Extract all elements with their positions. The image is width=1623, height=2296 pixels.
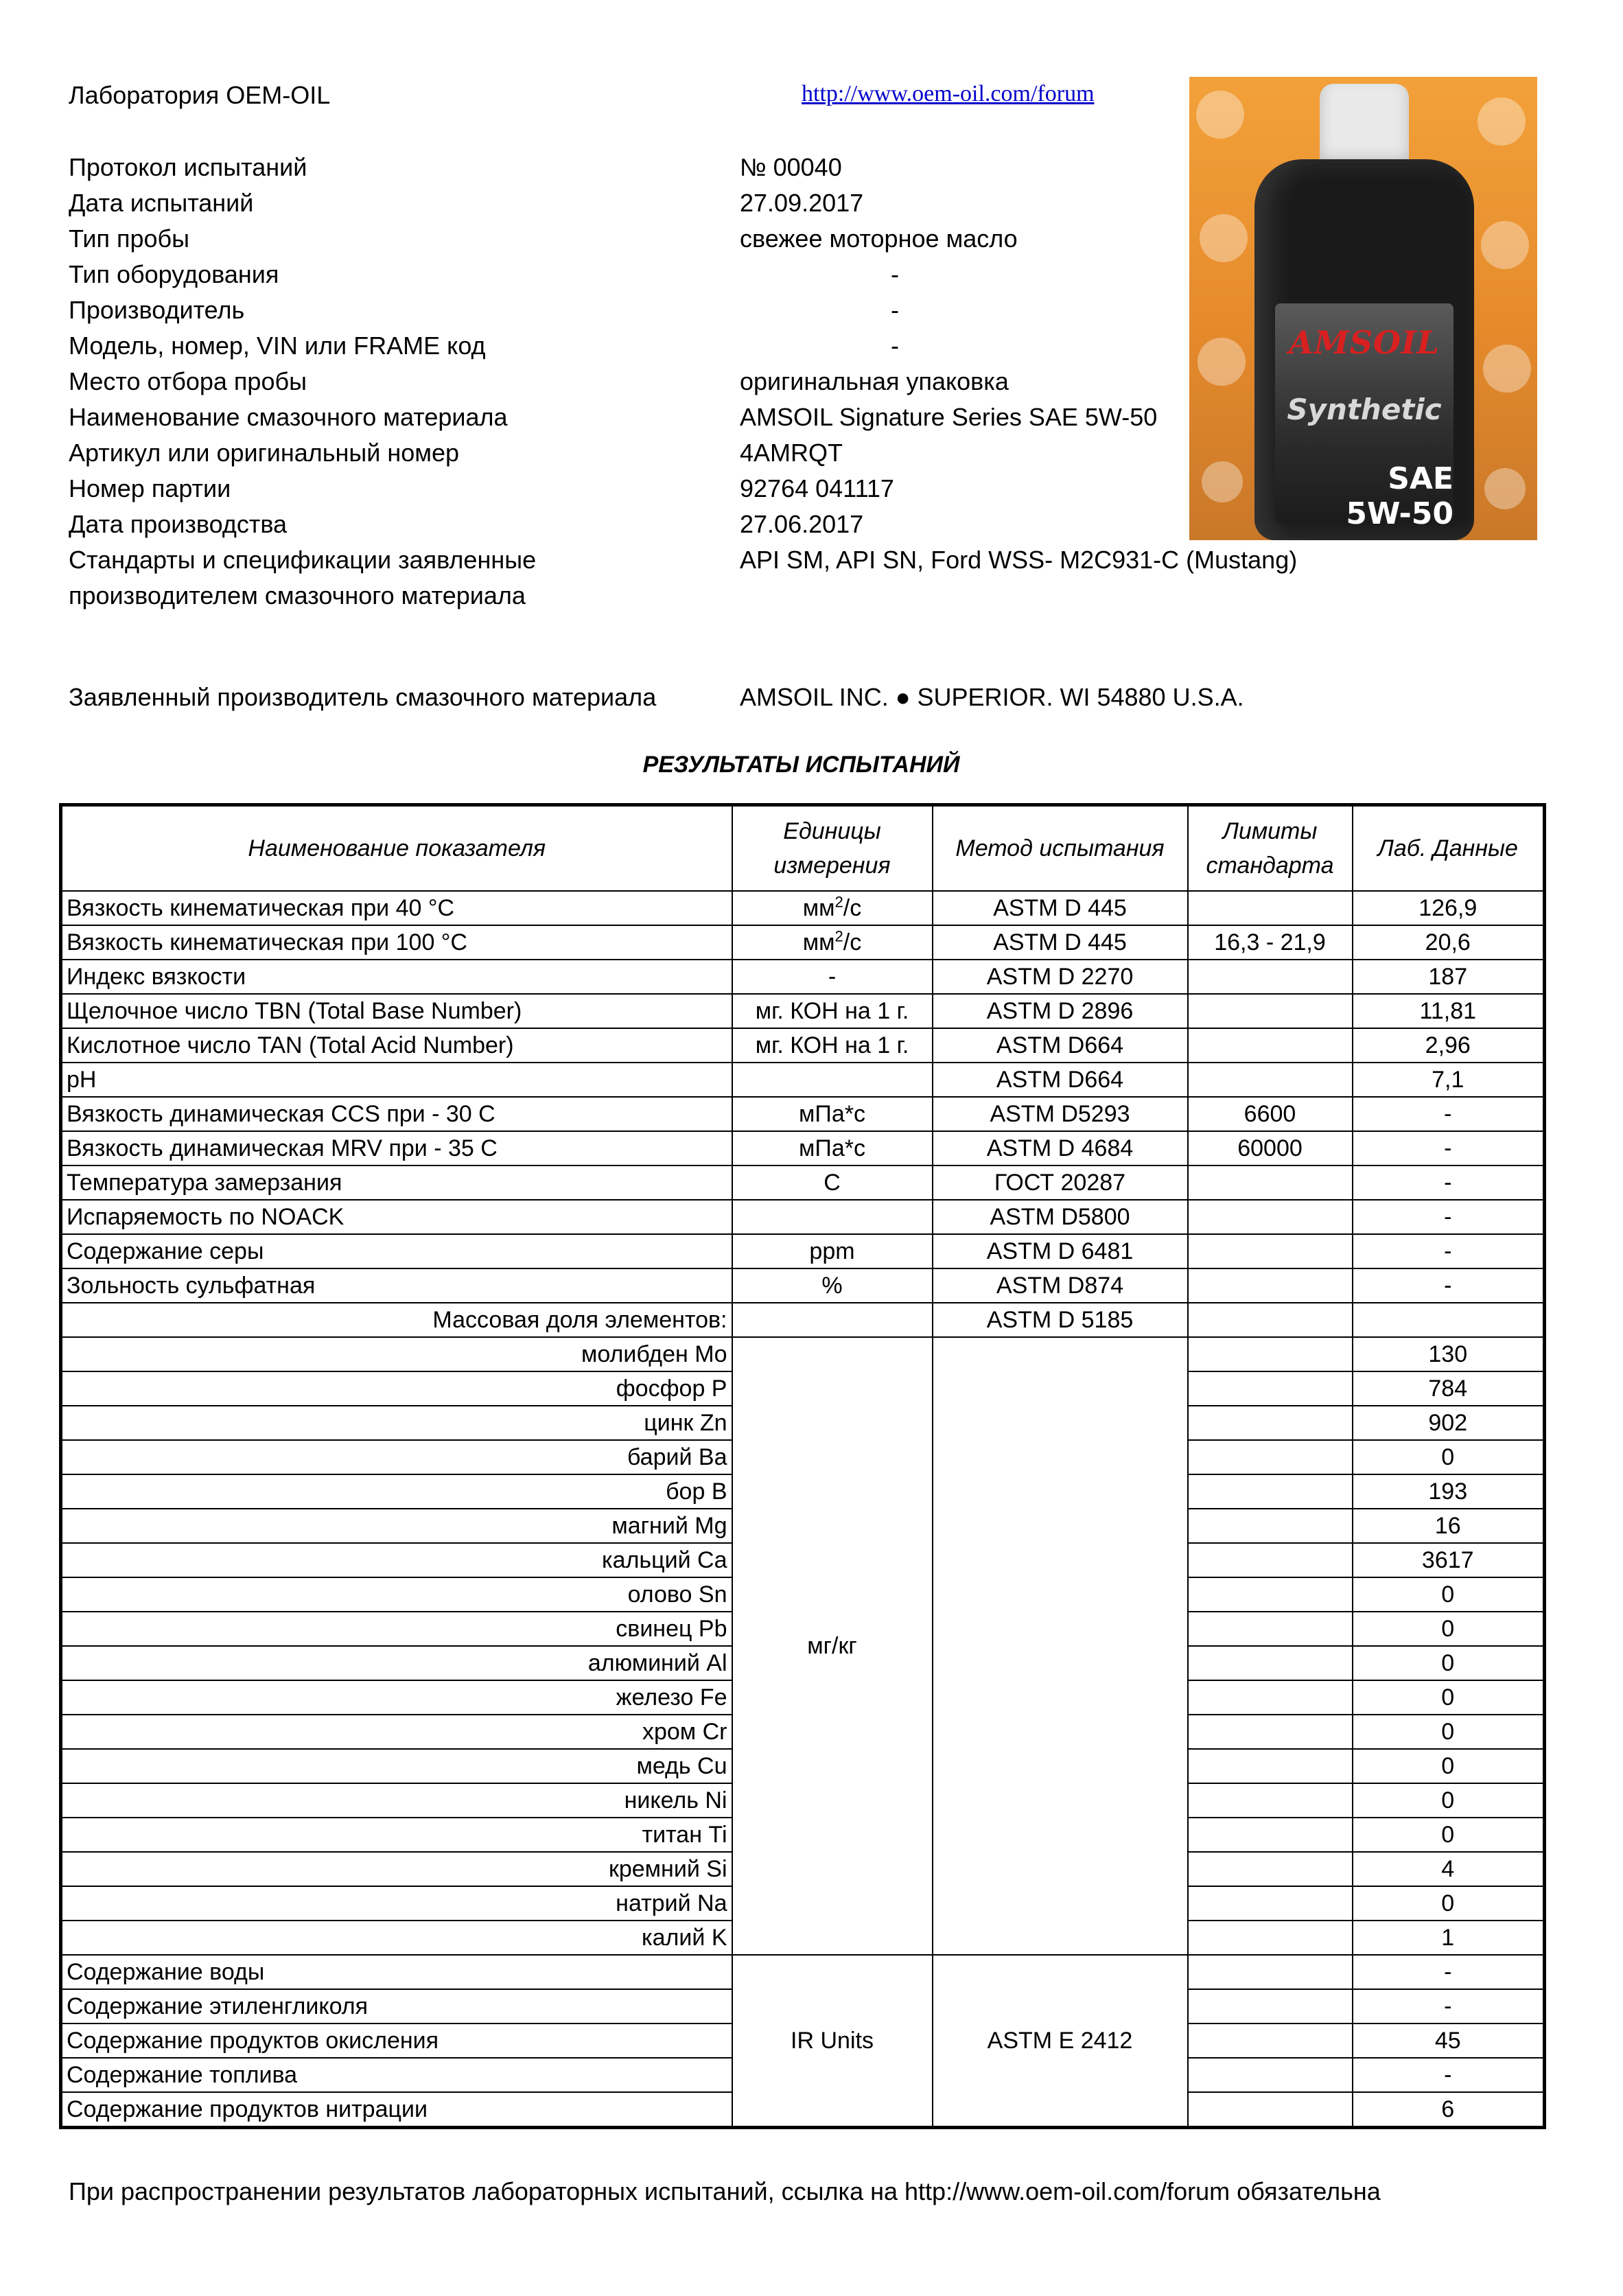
element-limit: [1188, 1715, 1353, 1749]
table-row: [61, 925, 1545, 960]
elements-title: Массовая доля элементов:: [61, 1303, 732, 1337]
ir-limit: [1188, 2058, 1353, 2092]
param-unit: %: [732, 1268, 933, 1303]
element-value: 193: [1353, 1474, 1545, 1509]
element-limit: [1188, 1406, 1353, 1440]
element-name: свинец Pb: [61, 1612, 732, 1646]
info-label: Стандарты и спецификации заявленные: [69, 546, 537, 574]
element-value: 0: [1353, 1818, 1545, 1852]
ir-value: 45: [1353, 2024, 1545, 2058]
param-unit: ppm: [732, 1234, 933, 1268]
param-name: Содержание серы: [61, 1234, 732, 1268]
element-name: кремний Si: [61, 1852, 732, 1886]
param-unit: мг. КОН на 1 г.: [732, 994, 933, 1028]
element-name: молибден Mo: [61, 1337, 732, 1371]
element-limit: [1188, 1680, 1353, 1715]
bottle-viscosity: SAE 5W-50: [1346, 461, 1453, 531]
table-row: [61, 1063, 1545, 1097]
table-row: [61, 1234, 1545, 1268]
table-row: [61, 1097, 1545, 1131]
param-value: -: [1353, 1268, 1545, 1303]
element-limit: [1188, 1612, 1353, 1646]
param-unit: мг. КОН на 1 г.: [732, 1028, 933, 1063]
footer-note: При распространении результатов лабораторных испытаний, ссылка на http://www.oem-oil.com/forum обязательна: [69, 2177, 1381, 2205]
info-label: производителем смазочного материала: [69, 581, 526, 610]
info-value: AMSOIL Signature Series SAE 5W-50: [740, 403, 1158, 431]
element-name: олово Sn: [61, 1577, 732, 1612]
results-table: [59, 803, 1546, 2129]
param-unit: -: [732, 960, 933, 994]
info-value: API SM, API SN, Ford WSS- M2C931-C (Mustang): [740, 546, 1298, 574]
element-name: цинк Zn: [61, 1406, 732, 1440]
info-row: [69, 221, 1180, 257]
forum-link[interactable]: http://www.oem-oil.com/forum: [802, 81, 1095, 106]
bottle-product: Synthetic: [1287, 393, 1442, 426]
param-limit: [1188, 1063, 1353, 1097]
ir-value: -: [1353, 1989, 1545, 2024]
ir-name: Содержание этиленгликоля: [61, 1989, 732, 2024]
info-row: [69, 328, 1180, 364]
info-value: свежее моторное масло: [740, 224, 1018, 253]
param-value: 126,9: [1353, 891, 1545, 925]
info-value: -: [891, 260, 899, 288]
ir-unit: IR Units: [732, 1955, 933, 2128]
elements-method-merged: [933, 1337, 1188, 1955]
element-limit: [1188, 1474, 1353, 1509]
table-row: [61, 1166, 1545, 1200]
param-unit: $мм^2/с$: [732, 925, 933, 960]
element-limit: [1188, 1577, 1353, 1612]
element-value: 130: [1353, 1337, 1545, 1371]
param-name: pH: [61, 1063, 732, 1097]
info-value: AMSOIL INC. ● SUPERIOR. WI 54880 U.S.A.: [740, 683, 1244, 711]
element-value: 4: [1353, 1852, 1545, 1886]
info-row: [69, 578, 1180, 614]
ir-name: Содержание воды: [61, 1955, 732, 1989]
param-limit: 60000: [1188, 1131, 1353, 1166]
info-value: 27.06.2017: [740, 510, 864, 538]
param-name: Вязкость динамическая CCS при - 30 С: [61, 1097, 732, 1131]
table-row: [61, 1131, 1545, 1166]
ir-name: Содержание продуктов окисления: [61, 2024, 732, 2058]
param-method: ASTM D 445: [933, 925, 1188, 960]
param-name: Температура замерзания: [61, 1166, 732, 1200]
element-name: барий Ba: [61, 1440, 732, 1474]
info-label: Номер партии: [69, 474, 231, 502]
table-row: [61, 960, 1545, 994]
element-name: кальций Ca: [61, 1543, 732, 1577]
param-unit: $мм^2/с$: [732, 891, 933, 925]
param-unit: С: [732, 1166, 933, 1200]
param-value: 7,1: [1353, 1063, 1545, 1097]
element-limit: [1188, 1440, 1353, 1474]
param-value: -: [1353, 1131, 1545, 1166]
ir-name: Содержание топлива: [61, 2058, 732, 2092]
param-limit: [1188, 994, 1353, 1028]
info-value: 27.09.2017: [740, 189, 864, 217]
ir-limit: [1188, 2024, 1353, 2058]
table-row: [61, 891, 1545, 925]
element-value: 0: [1353, 1577, 1545, 1612]
element-name: медь Cu: [61, 1749, 732, 1783]
element-limit: [1188, 1886, 1353, 1921]
info-label: Заявленный производитель смазочного материала: [69, 683, 657, 711]
param-value: 20,6: [1353, 925, 1545, 960]
param-name: Испаряемость по NOACK: [61, 1200, 732, 1234]
element-limit: [1188, 1371, 1353, 1406]
param-method: ГОСТ 20287: [933, 1166, 1188, 1200]
element-limit: [1188, 1818, 1353, 1852]
element-name: титан Ti: [61, 1818, 732, 1852]
param-limit: [1188, 1028, 1353, 1063]
elements-limit-empty: [1188, 1303, 1353, 1337]
element-value: 0: [1353, 1783, 1545, 1818]
param-value: 11,81: [1353, 994, 1545, 1028]
lab-name: Лаборатория OEM-OIL: [69, 81, 331, 109]
element-limit: [1188, 1509, 1353, 1543]
element-name: никель Ni: [61, 1783, 732, 1818]
ir-limit: [1188, 1955, 1353, 1989]
element-value: 16: [1353, 1509, 1545, 1543]
table-row: [61, 994, 1545, 1028]
element-name: хром Cr: [61, 1715, 732, 1749]
element-name: бор B: [61, 1474, 732, 1509]
element-value: 1: [1353, 1921, 1545, 1955]
col-header-limit: Лимиты стандарта: [1188, 805, 1353, 892]
info-row: [69, 507, 1180, 542]
elements-header-row: [61, 1303, 1545, 1337]
ir-row: [61, 1955, 1545, 1989]
param-limit: 16,3 - 21,9: [1188, 925, 1353, 960]
param-unit: [732, 1063, 933, 1097]
element-limit: [1188, 1646, 1353, 1680]
param-limit: [1188, 1166, 1353, 1200]
element-value: 0: [1353, 1749, 1545, 1783]
param-method: ASTM D874: [933, 1268, 1188, 1303]
info-value: 92764 041117: [740, 474, 894, 502]
param-method: ASTM D5293: [933, 1097, 1188, 1131]
bottle-brand: AMSOIL: [1289, 324, 1440, 361]
param-name: Вязкость кинематическая при 40 °C: [61, 891, 732, 925]
table-row: [61, 1200, 1545, 1234]
element-name: железо Fe: [61, 1680, 732, 1715]
param-name: Вязкость кинематическая при 100 °C: [61, 925, 732, 960]
param-value: -: [1353, 1234, 1545, 1268]
param-value: -: [1353, 1097, 1545, 1131]
info-label: Место отбора пробы: [69, 367, 307, 395]
ir-method: ASTM E 2412: [933, 1955, 1188, 2128]
param-method: ASTM D5800: [933, 1200, 1188, 1234]
param-method: ASTM D 4684: [933, 1131, 1188, 1166]
element-name: магний Mg: [61, 1509, 732, 1543]
info-row: [69, 364, 1180, 399]
element-value: 3617: [1353, 1543, 1545, 1577]
element-value: 0: [1353, 1680, 1545, 1715]
info-value: -: [891, 296, 899, 324]
elements-unit: мг/кг: [732, 1337, 933, 1955]
elements-value-empty: [1353, 1303, 1545, 1337]
info-row: [69, 680, 1244, 715]
element-name: калий K: [61, 1921, 732, 1955]
col-header-method: Метод испытания: [933, 805, 1188, 892]
info-label: Модель, номер, VIN или FRAME код: [69, 332, 486, 360]
element-value: 0: [1353, 1715, 1545, 1749]
param-value: -: [1353, 1200, 1545, 1234]
element-value: 0: [1353, 1440, 1545, 1474]
param-method: ASTM D 445: [933, 891, 1188, 925]
param-limit: [1188, 1200, 1353, 1234]
param-limit: [1188, 1234, 1353, 1268]
param-method: ASTM D664: [933, 1063, 1188, 1097]
param-unit: мПа*с: [732, 1097, 933, 1131]
info-value: оригинальная упаковка: [740, 367, 1009, 395]
element-value: 0: [1353, 1646, 1545, 1680]
info-label: Протокол испытаний: [69, 153, 307, 181]
param-method: ASTM D 2896: [933, 994, 1188, 1028]
info-row: [69, 542, 1298, 578]
info-row: [69, 185, 1180, 221]
table-header-row: [61, 805, 1545, 892]
param-unit: мПа*с: [732, 1131, 933, 1166]
param-name: Зольность сульфатная: [61, 1268, 732, 1303]
param-value: -: [1353, 1166, 1545, 1200]
ir-value: -: [1353, 1955, 1545, 1989]
element-limit: [1188, 1749, 1353, 1783]
info-row: [69, 257, 1180, 292]
info-label: Производитель: [69, 296, 245, 324]
element-value: 784: [1353, 1371, 1545, 1406]
info-row: [69, 150, 1180, 185]
param-method: ASTM D 6481: [933, 1234, 1188, 1268]
element-limit: [1188, 1852, 1353, 1886]
param-method: ASTM D 2270: [933, 960, 1188, 994]
element-name: алюминий Al: [61, 1646, 732, 1680]
results-title: РЕЗУЛЬТАТЫ ИСПЫТАНИЙ: [642, 752, 960, 778]
info-value: № 00040: [740, 153, 842, 181]
ir-limit: [1188, 2092, 1353, 2128]
param-method: ASTM D664: [933, 1028, 1188, 1063]
ir-name: Содержание продуктов нитрации: [61, 2092, 732, 2128]
elements-method: ASTM D 5185: [933, 1303, 1188, 1337]
element-limit: [1188, 1543, 1353, 1577]
info-label: Наименование смазочного материала: [69, 403, 508, 431]
info-row: [69, 435, 1180, 471]
param-name: Щелочное число TBN (Total Base Number): [61, 994, 732, 1028]
ir-limit: [1188, 1989, 1353, 2024]
info-row: [69, 399, 1180, 435]
param-value: 2,96: [1353, 1028, 1545, 1063]
info-label: Тип оборудования: [69, 260, 279, 288]
info-value: 4AMRQT: [740, 439, 843, 467]
info-label: Тип пробы: [69, 224, 190, 253]
element-limit: [1188, 1783, 1353, 1818]
col-header-name: Наименование показателя: [61, 805, 732, 892]
param-name: Кислотное число TAN (Total Acid Number): [61, 1028, 732, 1063]
param-name: Вязкость динамическая MRV при - 35 С: [61, 1131, 732, 1166]
product-photo: [1189, 77, 1537, 540]
element-value: 902: [1353, 1406, 1545, 1440]
element-name: фосфор P: [61, 1371, 732, 1406]
info-label: Дата испытаний: [69, 189, 254, 217]
bottle-label: [1275, 303, 1453, 531]
info-label: Дата производства: [69, 510, 288, 538]
elements-unit-empty: [732, 1303, 933, 1337]
param-value: 187: [1353, 960, 1545, 994]
info-row: [69, 292, 1180, 328]
info-label: Артикул или оригинальный номер: [69, 439, 460, 467]
element-limit: [1188, 1921, 1353, 1955]
ir-value: -: [1353, 2058, 1545, 2092]
param-limit: [1188, 1268, 1353, 1303]
element-value: 0: [1353, 1886, 1545, 1921]
element-name: натрий Na: [61, 1886, 732, 1921]
element-value: 0: [1353, 1612, 1545, 1646]
param-unit: [732, 1200, 933, 1234]
info-value: -: [891, 332, 899, 360]
info-row: [69, 471, 1180, 507]
ir-value: 6: [1353, 2092, 1545, 2128]
param-limit: 6600: [1188, 1097, 1353, 1131]
param-name: Индекс вязкости: [61, 960, 732, 994]
col-header-unit: Единицы измерения: [732, 805, 933, 892]
param-limit: [1188, 891, 1353, 925]
oil-bottle: [1254, 84, 1474, 540]
element-limit: [1188, 1337, 1353, 1371]
element-row: [61, 1337, 1545, 1371]
table-row: [61, 1028, 1545, 1063]
col-header-value: Лаб. Данные: [1353, 805, 1545, 892]
table-row: [61, 1268, 1545, 1303]
param-limit: [1188, 960, 1353, 994]
